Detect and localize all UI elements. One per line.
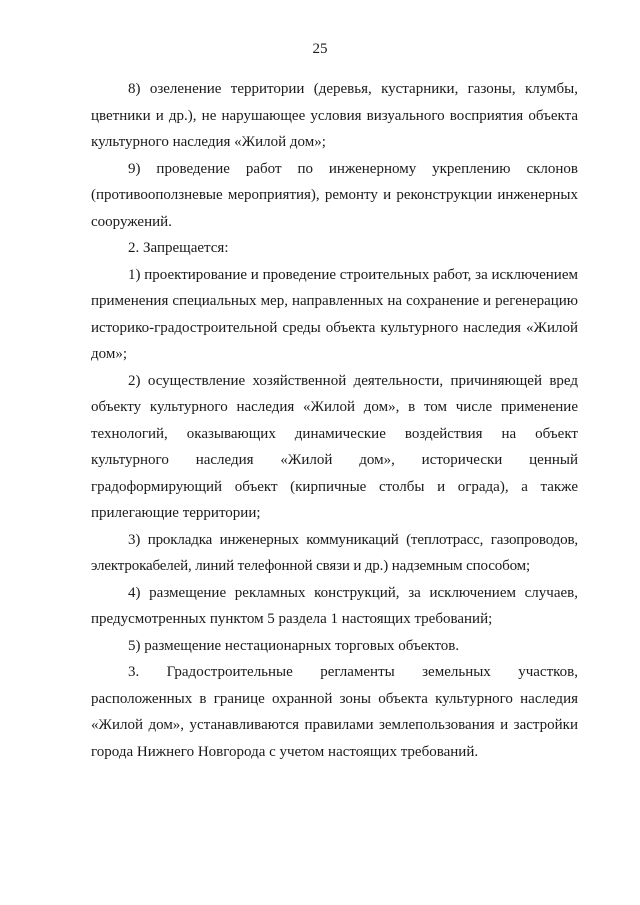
document-body [91,76,578,765]
paragraph-item-8-landscaping: 8) озеленение территории (деревья, кустарники, газоны, клумбы, цветники и др.), не нарушающее условия визуального восприятия объекта культурного наследия «Жилой дом»; [91,81,578,150]
paragraph-3-urban-regulations: 3. Градостроительные регламенты земельных участков, расположенных в границе охранной зоны объекта культурного наследия «Жилой дом», устанавливаются правилами землепользования и застройки города Нижнего Новгорода с учетом настоящих требований. [91,664,578,760]
paragraph-prohibited-1-construction: 1) проектирование и проведение строительных работ, за исключением применения специальных мер, направленных на сохранение и регенерацию историко-градостроительной среды объекта культурного наследия «Жилой дом»; [91,266,578,362]
paragraph-prohibited-3-utilities: 3) прокладка инженерных коммуникаций (теплотрасс, газопроводов, электрокабелей, линий телефонной связи и др.) надземным способом; [91,531,578,574]
paragraph-prohibited-5-kiosks: 5) размещение нестационарных торговых объектов. [128,637,460,654]
page-number: 25 [312,41,328,57]
section-heading-prohibited: 2. Запрещается: [128,240,229,256]
paragraph-prohibited-4-advertising: 4) размещение рекламных конструкций, за исключением случаев, предусмотренных пунктом 5 раздела 1 настоящих требований; [91,584,578,627]
paragraph-prohibited-2-economic-activity: 2) осуществление хозяйственной деятельности, причиняющей вред объекту культурного наследия «Жилой дом», в том числе применение технологий, оказывающих динамические воздействия на объект культурного наследия «Жилой дом», исторически ценный градоформирующий объект (кирпичные столбы и ограда), а также прилегающие территории; [91,372,578,521]
paragraph-item-9-slope-works: 9) проведение работ по инженерному укреплению склонов (противооползневые мероприятия), ремонту и реконструкции инженерных сооружений. [91,160,578,230]
